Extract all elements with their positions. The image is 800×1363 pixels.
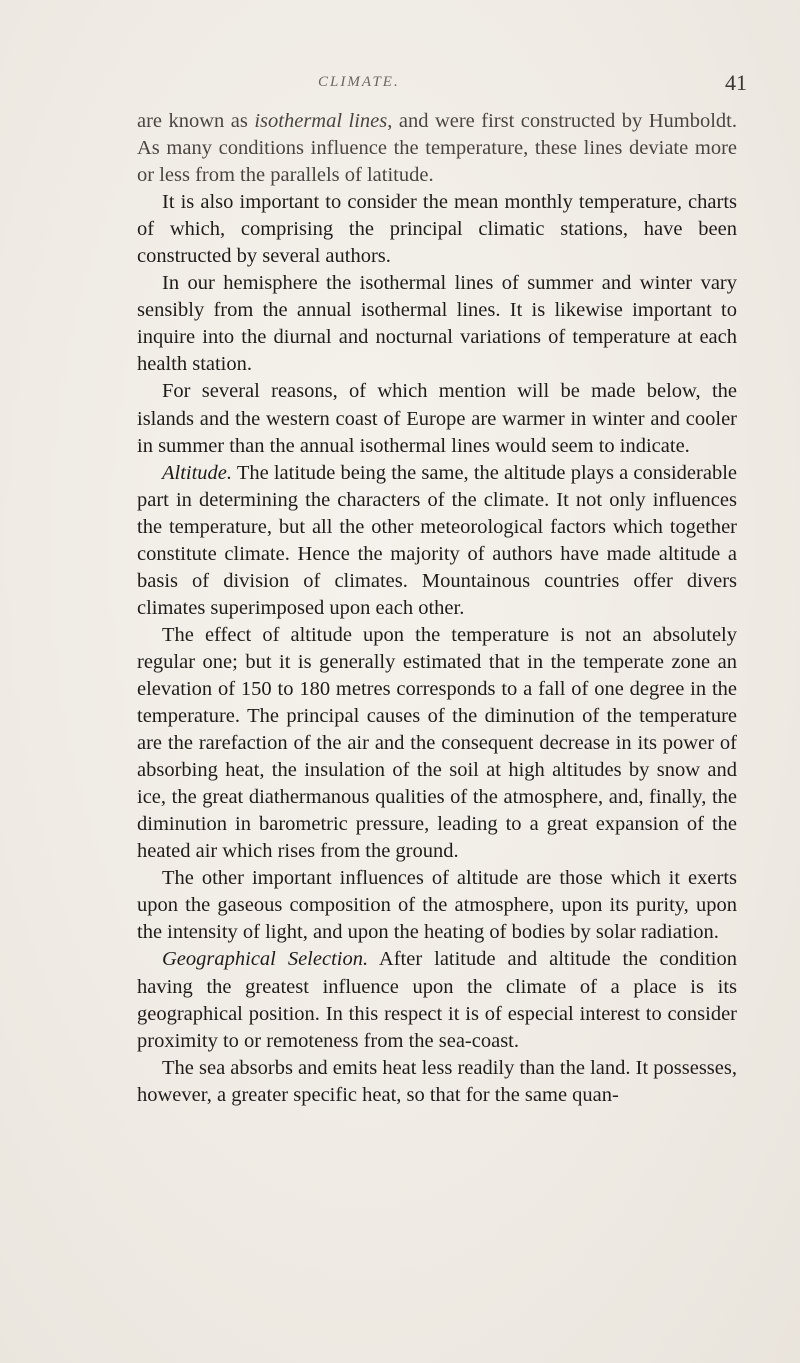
section-heading-geographical: Geographical Selection. <box>162 948 369 971</box>
paragraph-text: The latitude being the same, the altitude plays a considerable part in determining the characters of the climate. It not only influences the temperature, but all the other meteorological factors which together constitute climate. Hence the majority of authors have made altitude a basis of division of climates. Mountainous countries offer divers climates superimposed upon each other. <box>137 461 737 619</box>
paragraph-altitude-influences: The other important influences of altitude are those which it exerts upon the gaseous composition of the atmosphere, upon its purity, upon the intensity of light, and upon the heating of bodies by solar radiation. <box>137 867 737 944</box>
paragraph-text: After latitude and altitude the condition having the greatest influence upon the climate of a place is its geographical position. In this respect it is of especial interest to consider proximity to or remoteness from the sea-coast. <box>137 948 737 1052</box>
paragraph-sea-heat: The sea absorbs and emits heat less readily than the land. It possesses, however, a greater specific heat, so that for the same quan- <box>137 1056 737 1106</box>
paragraph-text: , and were first constructed by Humboldt. As many conditions influence the temperature, these lines deviate more or less from the parallels of latitude. <box>137 110 737 187</box>
italic-term: isothermal lines <box>254 110 388 132</box>
paragraph-geographical <box>137 946 737 1054</box>
section-heading-altitude: Altitude. <box>162 461 233 484</box>
paragraph-isothermal-lines <box>137 108 737 189</box>
paragraph-europe-coast: For several reasons, of which mention will be made below, the islands and the western coast of Europe are warmer in winter and cooler in summer than the annual isothermal lines would seem to indicate. <box>137 380 737 457</box>
paragraph-altitude <box>137 460 737 622</box>
page-number: 41 <box>725 70 747 95</box>
paragraph-text: are known as <box>137 110 255 132</box>
running-head <box>0 70 800 100</box>
paragraph-altitude-effect: The effect of altitude upon the temperature is not an absolutely regular one; but it is generally estimated that in the temperate zone an elevation of 150 to 180 metres corresponds to a fall of one degree in the temperature. The principal causes of the diminution of the temperature are the rarefaction of the air and the consequent decrease in its power of absorbing heat, the insulation of the soil at high altitudes by snow and ice, the great diathermanous qualities of the atmosphere, and, finally, the diminution in barometric pressure, leading to a great expansion of the heated air which rises from the ground. <box>137 623 737 863</box>
running-title: CLIMATE. <box>318 74 400 90</box>
paragraph-monthly-temperature: It is also important to consider the mean monthly temperature, charts of which, comprising the principal climatic stations, have been constructed by several authors. <box>137 191 737 268</box>
body-text <box>137 108 737 1109</box>
paragraph-hemisphere: In our hemisphere the isothermal lines of summer and winter vary sensibly from the annual isothermal lines. It is likewise important to inquire into the diurnal and nocturnal variations of temperature at each health station. <box>137 272 737 376</box>
